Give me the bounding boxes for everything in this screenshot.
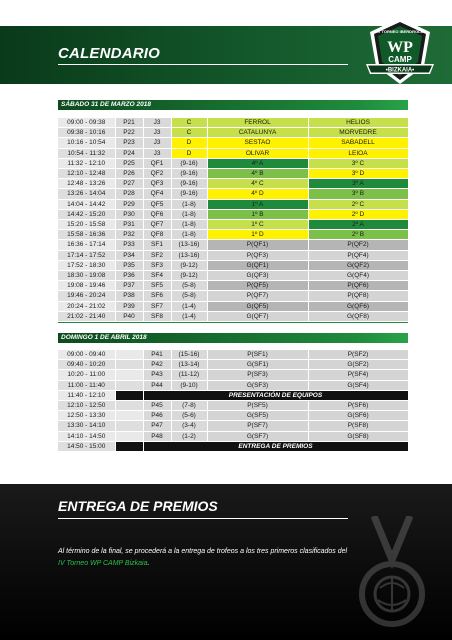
- away-team-cell: G(SF4): [308, 380, 408, 390]
- time-cell: 12:50 - 13:30: [58, 411, 115, 421]
- position-cell: (5-8): [171, 291, 207, 301]
- phase-cell: QF5: [143, 199, 171, 209]
- position-cell: (1-8): [171, 230, 207, 240]
- home-team-cell: P(QF7): [207, 291, 308, 301]
- time-cell: 11:40 - 12:10: [58, 390, 115, 400]
- away-team-cell: G(QF4): [308, 271, 408, 281]
- phase-cell: SF8: [143, 311, 171, 321]
- table-row: [58, 441, 408, 451]
- away-team-cell: 3º A: [308, 179, 408, 189]
- position-cell: (13-14): [171, 360, 207, 370]
- table-row: [58, 311, 408, 321]
- position-cell: C: [171, 128, 207, 138]
- position-cell: (1-2): [171, 431, 207, 441]
- home-team-cell: G(SF1): [207, 360, 308, 370]
- phase-cell: J3: [143, 138, 171, 148]
- match-cell: P40: [115, 311, 143, 321]
- away-team-cell: 3º D: [308, 169, 408, 179]
- time-cell: 10:20 - 11:00: [58, 370, 115, 380]
- phase-cell: SF6: [143, 291, 171, 301]
- away-team-cell: P(SF2): [308, 350, 408, 360]
- table-row: [58, 380, 408, 390]
- table-row: [58, 350, 408, 360]
- time-cell: 14:10 - 14:50: [58, 431, 115, 441]
- table-row: [58, 401, 408, 411]
- position-cell: (1-8): [171, 199, 207, 209]
- match-cell: P39: [115, 301, 143, 311]
- match-cell: P33: [115, 240, 143, 250]
- away-team-cell: 3º C: [308, 158, 408, 168]
- position-cell: D: [171, 138, 207, 148]
- position-cell: (7-8): [171, 401, 207, 411]
- position-cell: (9-12): [171, 271, 207, 281]
- spacer-cell: [115, 401, 143, 411]
- match-cell: P29: [115, 199, 143, 209]
- position-cell: (5-6): [171, 411, 207, 421]
- home-team-cell: 4º B: [207, 169, 308, 179]
- phase-cell: QF3: [143, 179, 171, 189]
- phase-cell: QF4: [143, 189, 171, 199]
- phase-cell: QF7: [143, 220, 171, 230]
- match-cell: P34: [115, 250, 143, 260]
- away-team-cell: P(QF8): [308, 291, 408, 301]
- table-row: [58, 138, 408, 148]
- match-cell: P35: [115, 260, 143, 270]
- spacer-cell: [115, 431, 143, 441]
- footer-text-part: Al término de la final, se procederá a la entrega de trofeos a los tres primeros clasificados del: [58, 548, 348, 555]
- home-team-cell: 1º B: [207, 209, 308, 219]
- position-cell: D: [171, 148, 207, 158]
- home-team-cell: G(SF3): [207, 380, 308, 390]
- match-cell: P46: [143, 411, 171, 421]
- banner-cell: ENTREGA DE PREMIOS: [143, 441, 408, 451]
- match-cell: P42: [143, 360, 171, 370]
- footer-highlight: IV Torneo WP CAMP Bizkaia: [58, 560, 148, 567]
- home-team-cell: CATALUNYA: [207, 128, 308, 138]
- home-team-cell: 4º D: [207, 189, 308, 199]
- sunday-schedule-table: [58, 350, 409, 452]
- match-cell: P25: [115, 158, 143, 168]
- home-team-cell: G(QF3): [207, 271, 308, 281]
- time-cell: 16:36 - 17:14: [58, 240, 115, 250]
- away-team-cell: 2º D: [308, 209, 408, 219]
- footer-underline: [58, 518, 348, 519]
- banner-cell: PRESENTACIÓN DE EQUIPOS: [143, 390, 408, 400]
- table-row: [58, 169, 408, 179]
- away-team-cell: 2º B: [308, 230, 408, 240]
- time-cell: 14:04 - 14:42: [58, 199, 115, 209]
- match-cell: P30: [115, 209, 143, 219]
- match-cell: P36: [115, 271, 143, 281]
- time-cell: 09:00 - 09:38: [58, 118, 115, 128]
- phase-cell: SF5: [143, 281, 171, 291]
- match-cell: P45: [143, 401, 171, 411]
- position-cell: (9-12): [171, 260, 207, 270]
- position-cell: (9-10): [171, 380, 207, 390]
- spacer-cell: [115, 360, 143, 370]
- position-cell: (13-16): [171, 250, 207, 260]
- time-cell: 12:10 - 12:48: [58, 169, 115, 179]
- away-team-cell: 2º C: [308, 199, 408, 209]
- home-team-cell: 1º C: [207, 220, 308, 230]
- table-row: [58, 281, 408, 291]
- page-title: CALENDARIO: [58, 45, 160, 62]
- spacer-cell: [115, 370, 143, 380]
- footer-section: [0, 484, 452, 640]
- away-team-cell: P(QF4): [308, 250, 408, 260]
- away-team-cell: P(QF6): [308, 281, 408, 291]
- wp-camp-logo: [360, 14, 440, 88]
- table-row: [58, 301, 408, 311]
- time-cell: 09:00 - 09:40: [58, 350, 115, 360]
- table-row: [58, 148, 408, 158]
- phase-cell: J3: [143, 148, 171, 158]
- table-row: [58, 209, 408, 219]
- away-team-cell: G(QF6): [308, 301, 408, 311]
- time-cell: 21:02 - 21:40: [58, 311, 115, 321]
- away-team-cell: G(SF2): [308, 360, 408, 370]
- table-row: [58, 260, 408, 270]
- away-team-cell: MORVEDRE: [308, 128, 408, 138]
- day1-bottom-rule: [58, 322, 408, 323]
- match-cell: P32: [115, 230, 143, 240]
- spacer-cell: [115, 350, 143, 360]
- time-cell: 15:20 - 15:58: [58, 220, 115, 230]
- position-cell: (9-16): [171, 158, 207, 168]
- away-team-cell: P(SF4): [308, 370, 408, 380]
- time-cell: 12:10 - 12:50: [58, 401, 115, 411]
- table-row: [58, 250, 408, 260]
- banner-spacer: [115, 441, 143, 451]
- match-cell: P26: [115, 169, 143, 179]
- match-cell: P41: [143, 350, 171, 360]
- match-cell: P22: [115, 128, 143, 138]
- time-cell: 19:46 - 20:24: [58, 291, 115, 301]
- footer-paragraph: [58, 546, 348, 570]
- home-team-cell: G(QF1): [207, 260, 308, 270]
- home-team-cell: P(QF1): [207, 240, 308, 250]
- banner-spacer: [115, 390, 143, 400]
- home-team-cell: SESTAO: [207, 138, 308, 148]
- table-row: [58, 390, 408, 400]
- home-team-cell: P(SF7): [207, 421, 308, 431]
- home-team-cell: P(QF5): [207, 281, 308, 291]
- footer-text-end: .: [147, 560, 150, 567]
- table-row: [58, 421, 408, 431]
- away-team-cell: HELIOS: [308, 118, 408, 128]
- logo-wp-text: WP: [387, 39, 413, 56]
- match-cell: P31: [115, 220, 143, 230]
- time-cell: 12:48 - 13:26: [58, 179, 115, 189]
- position-cell: (9-16): [171, 189, 207, 199]
- phase-cell: J3: [143, 118, 171, 128]
- table-row: [58, 291, 408, 301]
- footer-title: ENTREGA DE PREMIOS: [58, 498, 218, 514]
- position-cell: (5-8): [171, 281, 207, 291]
- phase-cell: QF6: [143, 209, 171, 219]
- home-team-cell: OLIVAR: [207, 148, 308, 158]
- day2-title-bar: DOMINGO 1 DE ABRIL 2018: [58, 333, 408, 343]
- time-cell: 13:30 - 14:10: [58, 421, 115, 431]
- home-team-cell: P(QF3): [207, 250, 308, 260]
- time-cell: 15:58 - 16:36: [58, 230, 115, 240]
- time-cell: 17:52 - 18:30: [58, 260, 115, 270]
- match-cell: P43: [143, 370, 171, 380]
- spacer-cell: [115, 380, 143, 390]
- position-cell: (11-12): [171, 370, 207, 380]
- table-row: [58, 240, 408, 250]
- phase-cell: SF3: [143, 260, 171, 270]
- home-team-cell: P(SF1): [207, 350, 308, 360]
- home-team-cell: 1º D: [207, 230, 308, 240]
- phase-cell: SF1: [143, 240, 171, 250]
- time-cell: 09:40 - 10:20: [58, 360, 115, 370]
- match-cell: P44: [143, 380, 171, 390]
- match-cell: P21: [115, 118, 143, 128]
- spacer-cell: [115, 421, 143, 431]
- table-row: [58, 199, 408, 209]
- time-cell: 17:14 - 17:52: [58, 250, 115, 260]
- match-cell: P28: [115, 189, 143, 199]
- table-row: [58, 158, 408, 168]
- saturday-schedule-table: [58, 118, 409, 322]
- away-team-cell: LEIOA: [308, 148, 408, 158]
- position-cell: (1-4): [171, 311, 207, 321]
- home-team-cell: 4º C: [207, 179, 308, 189]
- away-team-cell: P(SF8): [308, 421, 408, 431]
- time-cell: 11:32 - 12:10: [58, 158, 115, 168]
- match-cell: P38: [115, 291, 143, 301]
- table-row: [58, 118, 408, 128]
- table-row: [58, 431, 408, 441]
- home-team-cell: G(QF7): [207, 311, 308, 321]
- match-cell: P37: [115, 281, 143, 291]
- time-cell: 19:08 - 19:46: [58, 281, 115, 291]
- spacer-cell: [115, 411, 143, 421]
- position-cell: (9-16): [171, 169, 207, 179]
- away-team-cell: G(QF2): [308, 260, 408, 270]
- logo-camp-text: CAMP: [388, 55, 412, 64]
- away-team-cell: P(QF2): [308, 240, 408, 250]
- match-cell: P48: [143, 431, 171, 441]
- phase-cell: J3: [143, 128, 171, 138]
- time-cell: 09:38 - 10:16: [58, 128, 115, 138]
- table-row: [58, 179, 408, 189]
- away-team-cell: G(SF8): [308, 431, 408, 441]
- table-row: [58, 220, 408, 230]
- home-team-cell: G(SF5): [207, 411, 308, 421]
- table-row: [58, 271, 408, 281]
- day1-title-bar: SÁBADO 31 DE MARZO 2018: [58, 100, 408, 110]
- time-cell: 13:26 - 14:04: [58, 189, 115, 199]
- table-row: [58, 128, 408, 138]
- match-cell: P24: [115, 148, 143, 158]
- logo-top-text: IV TORNEO IBERDROLA: [376, 29, 424, 34]
- away-team-cell: 3º B: [308, 189, 408, 199]
- phase-cell: QF8: [143, 230, 171, 240]
- position-cell: (9-16): [171, 179, 207, 189]
- home-team-cell: P(SF5): [207, 401, 308, 411]
- home-team-cell: FERROL: [207, 118, 308, 128]
- time-cell: 10:54 - 11:32: [58, 148, 115, 158]
- table-row: [58, 360, 408, 370]
- logo-ribbon-text: •BIZKAIA•: [385, 67, 415, 74]
- away-team-cell: G(SF6): [308, 411, 408, 421]
- match-cell: P47: [143, 421, 171, 431]
- table-row: [58, 230, 408, 240]
- time-cell: 10:16 - 10:54: [58, 138, 115, 148]
- position-cell: (1-8): [171, 220, 207, 230]
- phase-cell: QF1: [143, 158, 171, 168]
- time-cell: 20:24 - 21:02: [58, 301, 115, 311]
- away-team-cell: G(QF8): [308, 311, 408, 321]
- table-row: [58, 411, 408, 421]
- home-team-cell: G(SF7): [207, 431, 308, 441]
- time-cell: 14:42 - 15:20: [58, 209, 115, 219]
- match-cell: P23: [115, 138, 143, 148]
- phase-cell: SF4: [143, 271, 171, 281]
- time-cell: 14:50 - 15:00: [58, 441, 115, 451]
- position-cell: (1-4): [171, 301, 207, 311]
- table-row: [58, 370, 408, 380]
- table-row: [58, 189, 408, 199]
- phase-cell: SF2: [143, 250, 171, 260]
- home-team-cell: 4º A: [207, 158, 308, 168]
- position-cell: (1-8): [171, 209, 207, 219]
- phase-cell: SF7: [143, 301, 171, 311]
- home-team-cell: 1º A: [207, 199, 308, 209]
- away-team-cell: 2º A: [308, 220, 408, 230]
- position-cell: (3-4): [171, 421, 207, 431]
- title-underline: [58, 64, 348, 65]
- away-team-cell: SABADELL: [308, 138, 408, 148]
- home-team-cell: P(SF3): [207, 370, 308, 380]
- medal-icon: [352, 516, 432, 636]
- position-cell: C: [171, 118, 207, 128]
- position-cell: (13-16): [171, 240, 207, 250]
- time-cell: 11:00 - 11:40: [58, 380, 115, 390]
- position-cell: (15-16): [171, 350, 207, 360]
- away-team-cell: P(SF6): [308, 401, 408, 411]
- home-team-cell: G(QF5): [207, 301, 308, 311]
- time-cell: 18:30 - 19:08: [58, 271, 115, 281]
- match-cell: P27: [115, 179, 143, 189]
- phase-cell: QF2: [143, 169, 171, 179]
